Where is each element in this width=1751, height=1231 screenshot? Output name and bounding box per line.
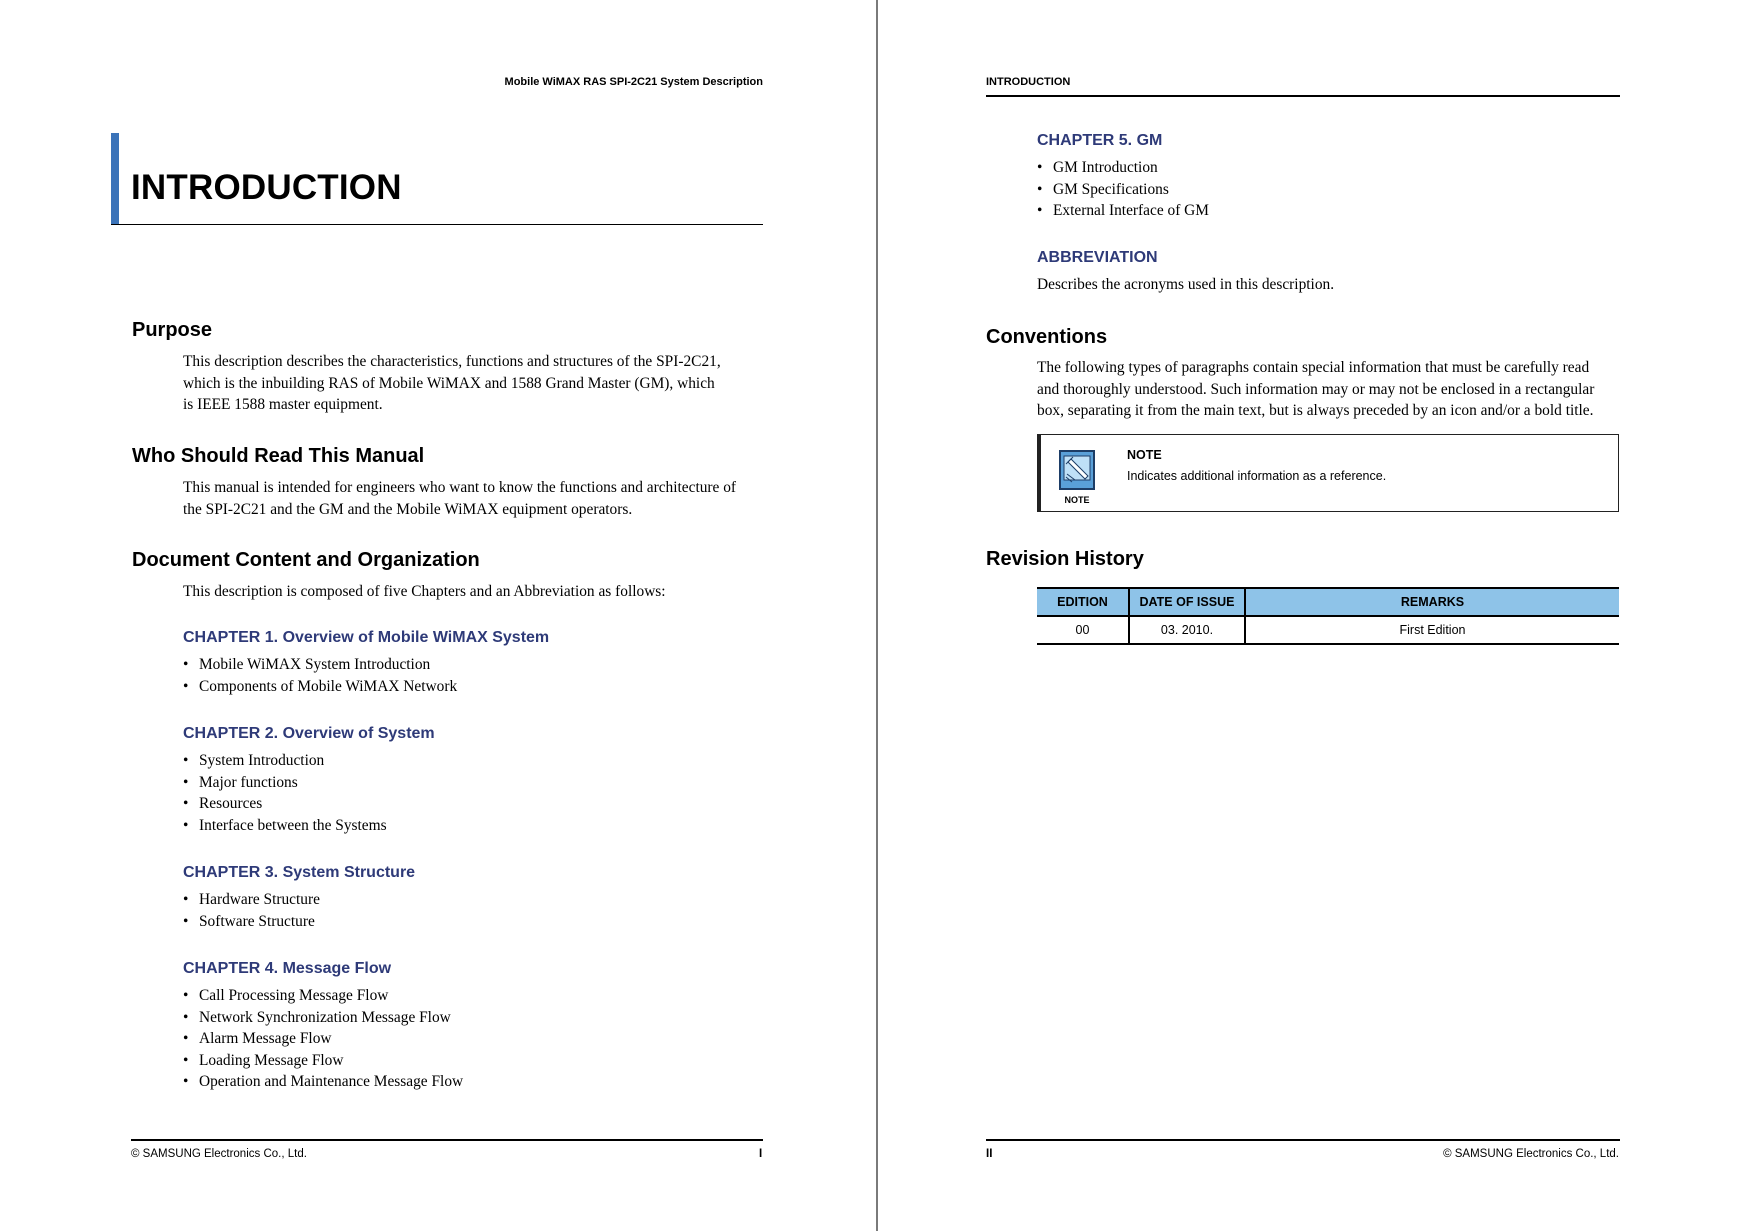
column-header-date-of-issue: DATE OF ISSUE (1129, 588, 1245, 616)
revision-history-heading: Revision History (986, 548, 1144, 570)
page-divider (876, 0, 878, 1231)
page-number: II (986, 1148, 993, 1160)
list-item: • Interface between the Systems (183, 815, 387, 837)
text-line: which is the inbuilding RAS of Mobile WiMAX and 1588 Grand Master (GM), which (183, 374, 715, 392)
document-content-intro: This description is composed of five Chapters and an Abbreviation as follows: (183, 583, 666, 600)
list-item: • Hardware Structure (183, 889, 320, 911)
abbreviation-text: Describes the acronyms used in this description. (1037, 276, 1335, 293)
list-item: • Call Processing Message Flow (183, 985, 463, 1007)
text-line: and thoroughly understood. Such information may or may not be enclosed in a rectangular (1037, 380, 1595, 398)
who-should-read-heading: Who Should Read This Manual (132, 445, 425, 467)
chapter-4-list (183, 985, 463, 1093)
note-title: NOTE (1127, 448, 1162, 462)
table-header-row (1037, 588, 1619, 616)
note-box (1037, 434, 1619, 512)
chapter-3-list (183, 889, 320, 932)
footer-rule (131, 1139, 763, 1141)
conventions-heading: Conventions (986, 326, 1108, 348)
table-cell: First Edition (1245, 616, 1619, 644)
text-line: is IEEE 1588 master equipment. (183, 396, 383, 413)
chapter-5-heading: CHAPTER 5. GM (1037, 132, 1163, 149)
running-head: INTRODUCTION (986, 76, 1071, 88)
footer-copyright: © SAMSUNG Electronics Co., Ltd. (131, 1148, 307, 1160)
chapter-3-heading: CHAPTER 3. System Structure (183, 864, 416, 881)
list-item: • Alarm Message Flow (183, 1028, 463, 1050)
title-accent-bar (111, 133, 119, 225)
chapter-2-heading: CHAPTER 2. Overview of System (183, 725, 435, 742)
column-header-edition: EDITION (1037, 588, 1129, 616)
chapter-5-list (1037, 157, 1209, 222)
list-item: • Resources (183, 793, 387, 815)
note-text: Indicates additional information as a reference. (1127, 469, 1387, 483)
text-line: the SPI-2C21 and the GM and the Mobile WiMAX equipment operators. (183, 500, 633, 518)
document-content-heading: Document Content and Organization (132, 549, 480, 571)
chapter-4-heading: CHAPTER 4. Message Flow (183, 960, 392, 977)
text-line: This description describes the characteristics, functions and structures of the SPI-2C21, (183, 353, 721, 370)
list-item: • Loading Message Flow (183, 1050, 463, 1072)
list-item: • Components of Mobile WiMAX Network (183, 676, 457, 698)
purpose-heading: Purpose (132, 319, 213, 341)
title-underline (111, 224, 763, 225)
text-line: This manual is intended for engineers who want to know the functions and architecture of (183, 479, 737, 496)
table-cell: 03. 2010. (1129, 616, 1245, 644)
list-item: • Mobile WiMAX System Introduction (183, 654, 457, 676)
list-item: • Network Synchronization Message Flow (183, 1007, 463, 1029)
list-item: • Major functions (183, 772, 387, 794)
text-line: The following types of paragraphs contain special information that must be carefully read (1037, 359, 1590, 376)
text-line: box, separating it from the main text, but is always preceded by an icon and/or a bold title. (1037, 402, 1594, 419)
footer-copyright: © SAMSUNG Electronics Co., Ltd. (1443, 1148, 1619, 1160)
table-cell: 00 (1037, 616, 1129, 644)
chapter-2-list (183, 750, 387, 836)
list-item: • System Introduction (183, 750, 387, 772)
chapter-1-heading: CHAPTER 1. Overview of Mobile WiMAX System (183, 629, 550, 646)
list-item: • Operation and Maintenance Message Flow (183, 1071, 463, 1093)
table-row (1037, 616, 1619, 644)
chapter-1-list (183, 654, 457, 697)
list-item: • GM Specifications (1037, 179, 1209, 201)
running-head: Mobile WiMAX RAS SPI-2C21 System Description (504, 76, 763, 88)
note-icon-label: NOTE (1064, 495, 1090, 505)
purpose-paragraph (183, 351, 721, 416)
page-number: I (759, 1148, 763, 1160)
header-rule (986, 95, 1620, 97)
list-item: • External Interface of GM (1037, 200, 1209, 222)
column-header-remarks: REMARKS (1245, 588, 1619, 616)
footer-rule (986, 1139, 1620, 1141)
revision-history-table (1037, 587, 1619, 645)
abbreviation-heading: ABBREVIATION (1037, 249, 1158, 266)
page-title: INTRODUCTION (131, 168, 402, 207)
note-icon (1059, 450, 1095, 490)
list-item: • GM Introduction (1037, 157, 1209, 179)
list-item: • Software Structure (183, 911, 320, 933)
conventions-paragraph (1037, 357, 1594, 422)
who-should-read-paragraph (183, 477, 736, 520)
